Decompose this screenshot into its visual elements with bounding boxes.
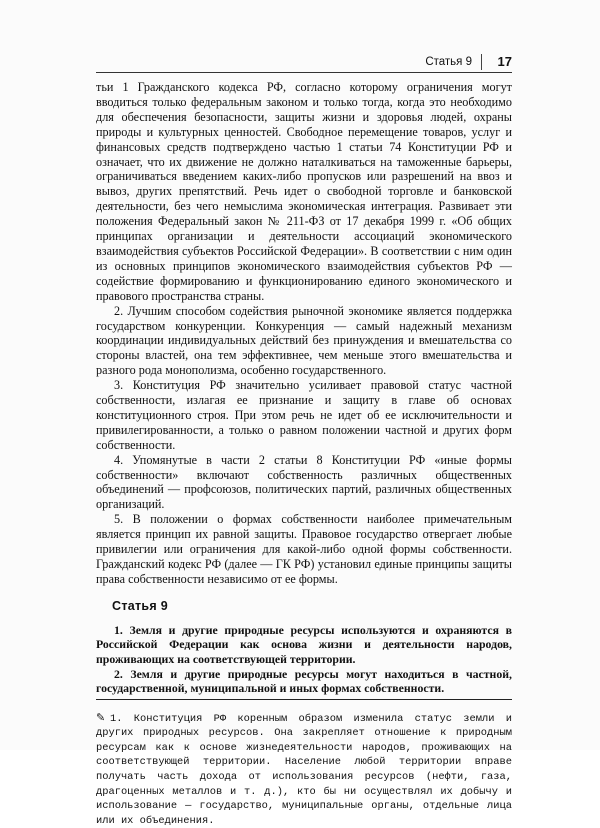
paragraph-5: 5. В положении о формах собственности наиболее примечательным является принцип их равной защиты. Правовое государство отвергает любые привилегии или ограничения для какой-либо одной формы собственности. Гражданский кодекс РФ (далее — ГК РФ) установил единые принципы защиты права собственности независимо от ее формы. — [96, 512, 512, 586]
page-body — [96, 80, 512, 828]
article-part-1: 1. Земля и другие природные ресурсы используются и охраняются в Российской Федерации как основа жизни и деятельности народов, проживающих на соответствующей территории. — [96, 622, 512, 666]
paragraph-2: 2. Лучшим способом содействия рыночной экономике является поддержка государством конкуренции. Конкуренция — самый надежный механизм координации индивидуальных действий без принуждения и вмешательства со стороны властей, она тем эффективнее, чем меньше этого вмешательства и разного рода монополизма, особенно государственного. — [96, 303, 512, 378]
page-number: 17 — [497, 54, 512, 69]
commentary-paragraph — [96, 712, 512, 828]
paragraph-4: 4. Упомянутые в части 2 статьи 8 Конституции РФ «иные формы собственности» включают собственность различных общественных объединений — профсоюзов, политических партий, различных общественных организаций. — [96, 452, 512, 512]
article-text — [96, 623, 512, 700]
article-part-2: 2. Земля и другие природные ресурсы могут находиться в частной, государственной, муниципальной и иных формах собственности. — [96, 666, 512, 696]
running-header — [96, 54, 512, 70]
commentary — [96, 712, 512, 828]
comment-marker-icon: ✎ — [96, 712, 106, 725]
article-heading: Статья 9 — [112, 598, 169, 613]
paragraph-continuation: тьи 1 Гражданского кодекса РФ, согласно которому ограничения могут вводиться только федеральным законом и только тогда, когда это необходимо для обеспечения безопасности, защиты жизни и здоровья людей, охраны природы и культурных ценностей. Свободное перемещение товаров, услуг и финансовых средств подтверждено частью 1 статьи 74 Конституции РФ и означает, что их движение не должно наталкиваться на таможенные барьеры, ограничиваться введением каких-либо пропусков или разрешений на ввоз и вывоз, других препятствий. Речь идет о свободной торговле и банковской деятельности, без чего немыслима экономическая интеграция. Развивает эти положения Федеральный закон № 211-ФЗ от 17 декабря 1999 г. «Об общих принципах организации и деятельности ассоциаций экономического взаимодействия субъектов Российской Федерации». В соответствии с ним один из основных принципов экономического взаимодействия субъектов РФ — содействие формированию и функционированию единого экономического и правового пространства страны. — [96, 80, 512, 303]
header-separator — [481, 54, 482, 70]
header-title: Статья 9 — [425, 56, 472, 68]
paragraph-3: 3. Конституция РФ значительно усиливает правовой статус частной собственности, излагая ее признание и защиту в главе об основах конституционного строя. При этом речь не идет об ее исключительности и привилегированности, а только о равном положении частной и других форм собственности. — [96, 378, 512, 452]
header-rule — [96, 72, 512, 73]
commentary-text: 1. Конституция РФ коренным образом изменила статус земли и других природных ресурсов. Она закрепляет отношение к природным ресурсам как к основе жизнедеятельности народов, проживающих на соответствующей территории. Население любой территории вправе получать часть дохода от использования ресурсов (нефти, газа, драгоценных металлов и т. д.), кто бы ни осуществлял их добычу и использование — государство, муниципальные органы, отдельные лица или их объединения. — [96, 712, 512, 827]
